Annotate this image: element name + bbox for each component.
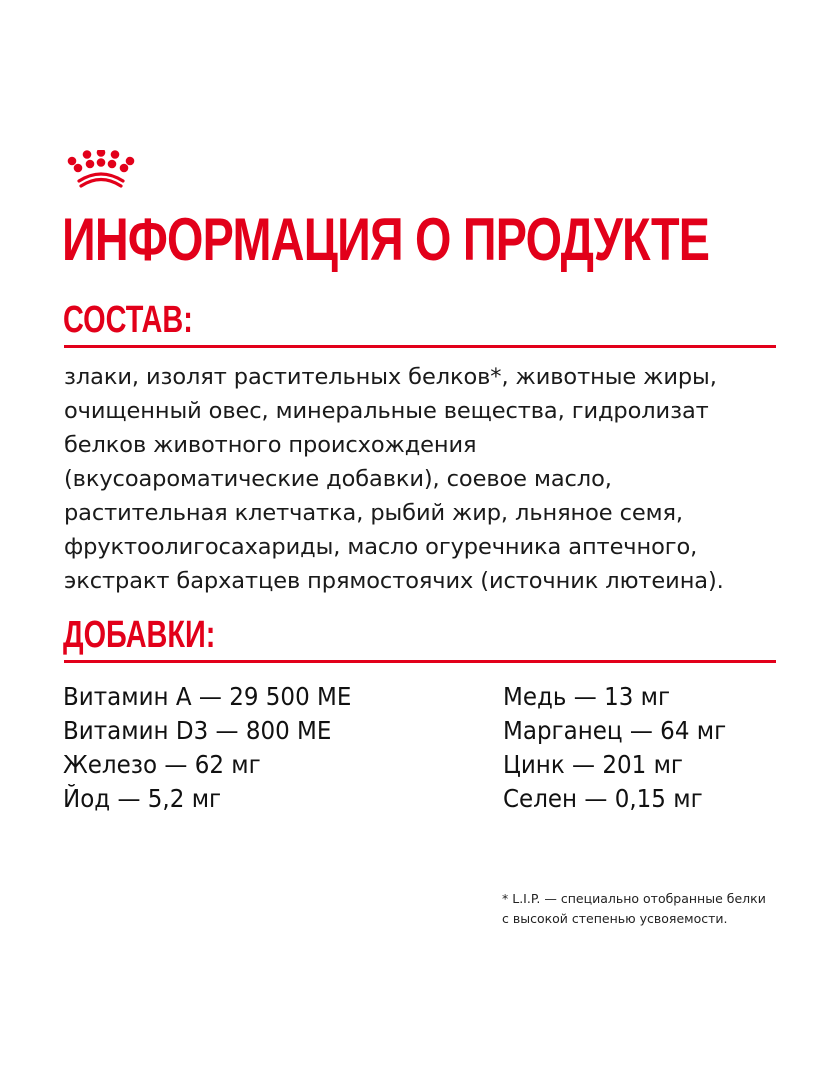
additive-item: Витамин A — 29 500 МЕ [63,682,352,711]
additives-heading: ДОБАВКИ: [63,614,216,656]
page-title: ИНФОРМАЦИЯ О ПРОДУКТЕ [62,206,710,273]
additives-column-left [63,680,376,816]
composition-line: белков животного происхождения [64,432,477,458]
additive-item: Железо — 62 мг [63,750,261,779]
footnote-line: с высокой степенью усвояемости. [502,911,728,926]
composition-line: растительная клетчатка, рыбий жир, льняное семя, [64,500,683,526]
additives-divider [64,660,776,663]
composition-line: фруктоолигосахариды, масло огуречника аптечного, [64,534,698,560]
composition-heading: СОСТАВ: [63,299,193,341]
composition-line: (вкусоароматические добавки), соевое масло, [64,466,612,492]
composition-divider [64,345,776,348]
composition-line: очищенный овес, минеральные вещества, гидролизат [64,398,709,424]
additives-column-right [503,680,746,816]
composition-text [64,360,804,598]
composition-line: злаки, изолят растительных белков*, животные жиры, [64,364,717,390]
footnote-line: * L.I.P. — специально отобранные белки [502,891,766,906]
composition-line: экстракт бархатцев прямостоячих (источник лютеина). [64,568,724,594]
royal-canin-crown-icon [66,150,136,192]
additive-item: Селен — 0,15 мг [503,784,703,813]
additive-item: Марганец — 64 мг [503,716,727,745]
footnote [502,889,766,929]
additive-item: Йод — 5,2 мг [63,784,222,813]
additive-item: Медь — 13 мг [503,682,671,711]
additive-item: Витамин D3 — 800 МЕ [63,716,332,745]
additive-item: Цинк — 201 мг [503,750,684,779]
